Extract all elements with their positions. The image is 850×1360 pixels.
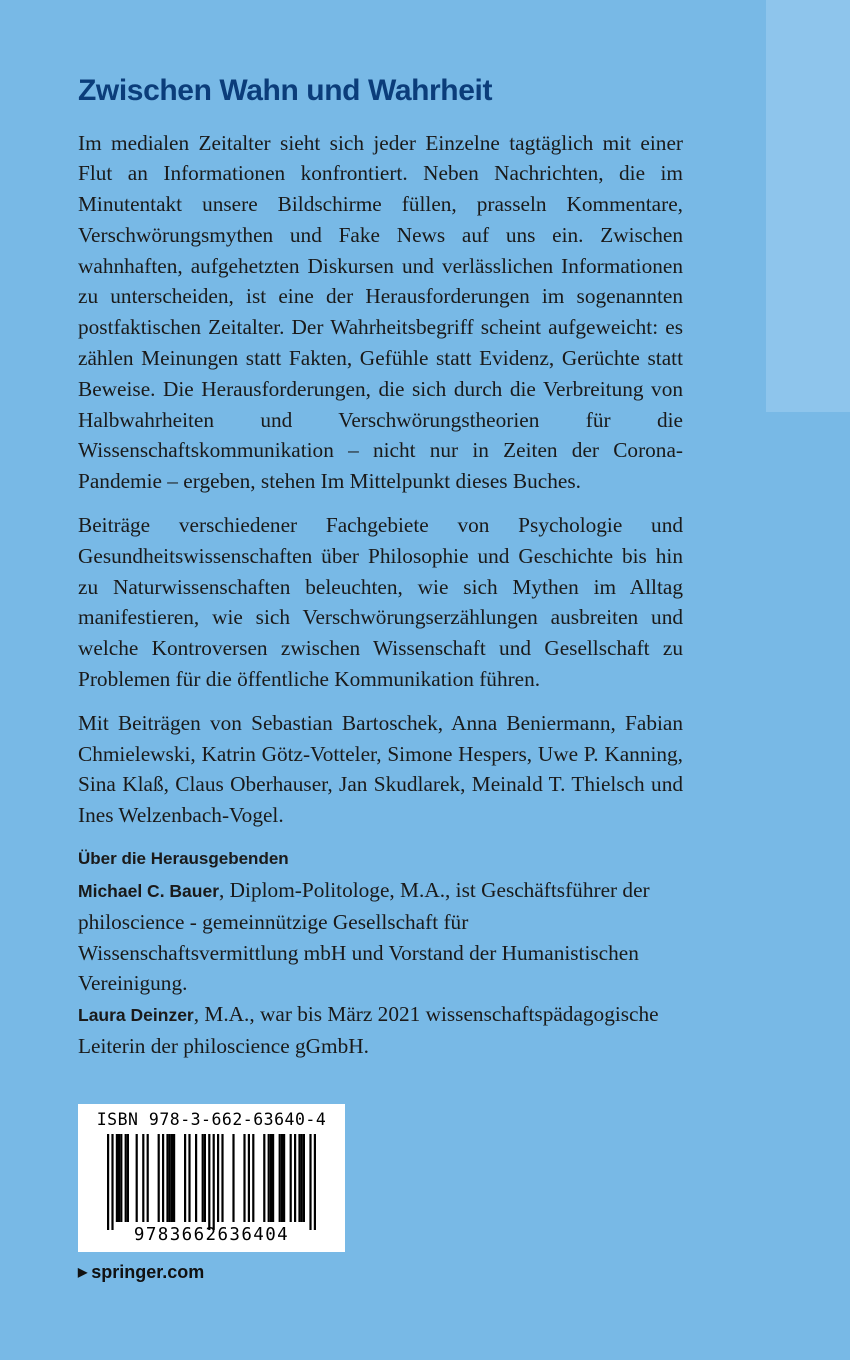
barcode-bar: [166, 1134, 168, 1222]
contributors-paragraph: Mit Beiträgen von Sebastian Bartoschek, Anna Beniermann, Fabian Chmielewski, Katrin Götz-Votteler, Simone Hespers, Uwe P. Kanning, Sina Klaß, Claus Oberhauser, Jan Skudlarek, Meinald T. Thielsch und Ines Welzenbach-Vogel.: [78, 710, 683, 828]
barcode-bar: [268, 1134, 270, 1222]
isbn-barcode: [78, 1104, 345, 1252]
barcode-bar: [217, 1134, 219, 1222]
blurb-paragraph-1: Im medialen Zeitalter sieht sich jeder Einzelne tagtäglich mit einer Flut an Informationen konfrontiert. Neben Nachrichten, die im Minutentakt unsere Bildschirme füllen, prasseln Kommentare, Verschwörungsmythen und Fake News auf uns ein. Zwischen wahnhaften, aufgehetzten Diskursen und verlässlichen Informationen zu unterscheiden, ist eine der Herausforderungen im sogenannten postfaktischen Zeitalter. Der Wahrheitsbegriff scheint aufgeweicht: es zählen Meinungen statt Fakten, Gefühle statt Evidenz, Gerüchte statt Beweise. Die Herausforderungen, die sich durch die Verbreitung von Halbwahrheiten und Verschwörungstheorien für die Wissenschaftskommunikation – nicht nur in Zeiten der Corona-Pandemie – ergeben, stehen Im Mittelpunkt dieses Buches.: [78, 130, 683, 494]
editor-bio-2: [78, 999, 683, 1062]
barcode-bar: [298, 1134, 300, 1222]
barcode-bar: [116, 1134, 118, 1222]
barcode-bar: [294, 1134, 296, 1222]
barcode-bar: [195, 1134, 197, 1222]
barcode-bar: [243, 1134, 245, 1222]
barcode-bar: [314, 1134, 316, 1230]
barcode-bar: [171, 1134, 173, 1222]
barcode-bar: [188, 1134, 190, 1222]
barcode-bar: [290, 1134, 292, 1222]
barcode-bar: [252, 1134, 254, 1222]
ean-digits: 9783662636404: [133, 1225, 290, 1245]
editors-heading: Über die Herausgebenden: [78, 849, 289, 869]
blurb-paragraph-2: Beiträge verschiedener Fachgebiete von Psychologie und Gesundheitswissenschaften über Philosophie und Geschichte bis hin zu Naturwissenschaften beleuchten, wie sich Mythen im Alltag manifestieren, wie sich Verschwörungserzählungen ausbreiten und welche Kontroversen zwischen Wissenschaft und Gesellschaft zu Problemen für die öffentliche Kommunikation führen.: [78, 513, 683, 692]
editor-name-2: Laura Deinzer: [78, 1005, 194, 1026]
back-cover-text: [78, 72, 683, 1062]
book-title: Zwischen Wahn und Wahrheit: [78, 74, 493, 107]
barcode-bar: [118, 1134, 120, 1222]
editor-name-1: Michael C. Bauer: [78, 881, 220, 902]
publisher-link[interactable]: [78, 1262, 204, 1283]
barcode-bar: [232, 1134, 234, 1222]
isbn-number: ISBN 978-3-662-63640-4: [96, 1110, 327, 1129]
barcode-bar: [142, 1134, 144, 1222]
spine-stripe: [766, 0, 850, 412]
barcode-bar: [204, 1134, 206, 1222]
barcode-bar: [107, 1134, 109, 1230]
barcode-bar: [147, 1134, 149, 1222]
editor-text-2: , M.A., war bis März 2021 wissenschaftspädagogische Leiterin der philoscience gGmbH.: [78, 1002, 659, 1059]
barcode-bar: [127, 1134, 129, 1222]
barcode-bar: [248, 1134, 250, 1222]
barcode-bar: [309, 1134, 311, 1230]
editor-text-1: , Diplom-Politologe, M.A., ist Geschäftsführer der philoscience - gemeinnützige Gesellschaft für Wissenschaftsvermittlung mbH und Vorstand der Humanistischen Vereinigung.: [78, 878, 650, 996]
barcode-bar: [158, 1134, 160, 1222]
barcode-bar: [279, 1134, 281, 1222]
barcode-bar: [301, 1134, 303, 1222]
barcode-bar: [303, 1134, 305, 1222]
barcode-bar: [136, 1134, 138, 1222]
barcode-bar: [213, 1134, 215, 1230]
barcode-bar: [169, 1134, 171, 1222]
triangle-right-icon: ▶: [78, 1265, 88, 1279]
barcode-bar: [283, 1134, 285, 1222]
barcode-bar: [162, 1134, 164, 1222]
publisher-link-text: springer.com: [91, 1262, 205, 1282]
barcode-bar: [202, 1134, 204, 1222]
barcode-bar: [184, 1134, 186, 1222]
barcode-bar: [272, 1134, 274, 1222]
editor-bio-1: [78, 875, 683, 999]
barcode-bar: [281, 1134, 283, 1222]
barcode-bar: [221, 1134, 223, 1222]
barcode-bar: [270, 1134, 272, 1222]
barcode-bar: [263, 1134, 265, 1222]
barcode-bar: [173, 1134, 175, 1222]
barcode-bar: [208, 1134, 210, 1230]
barcode-bar: [120, 1134, 122, 1222]
barcode-bar: [111, 1134, 113, 1230]
barcode-bar: [125, 1134, 127, 1222]
